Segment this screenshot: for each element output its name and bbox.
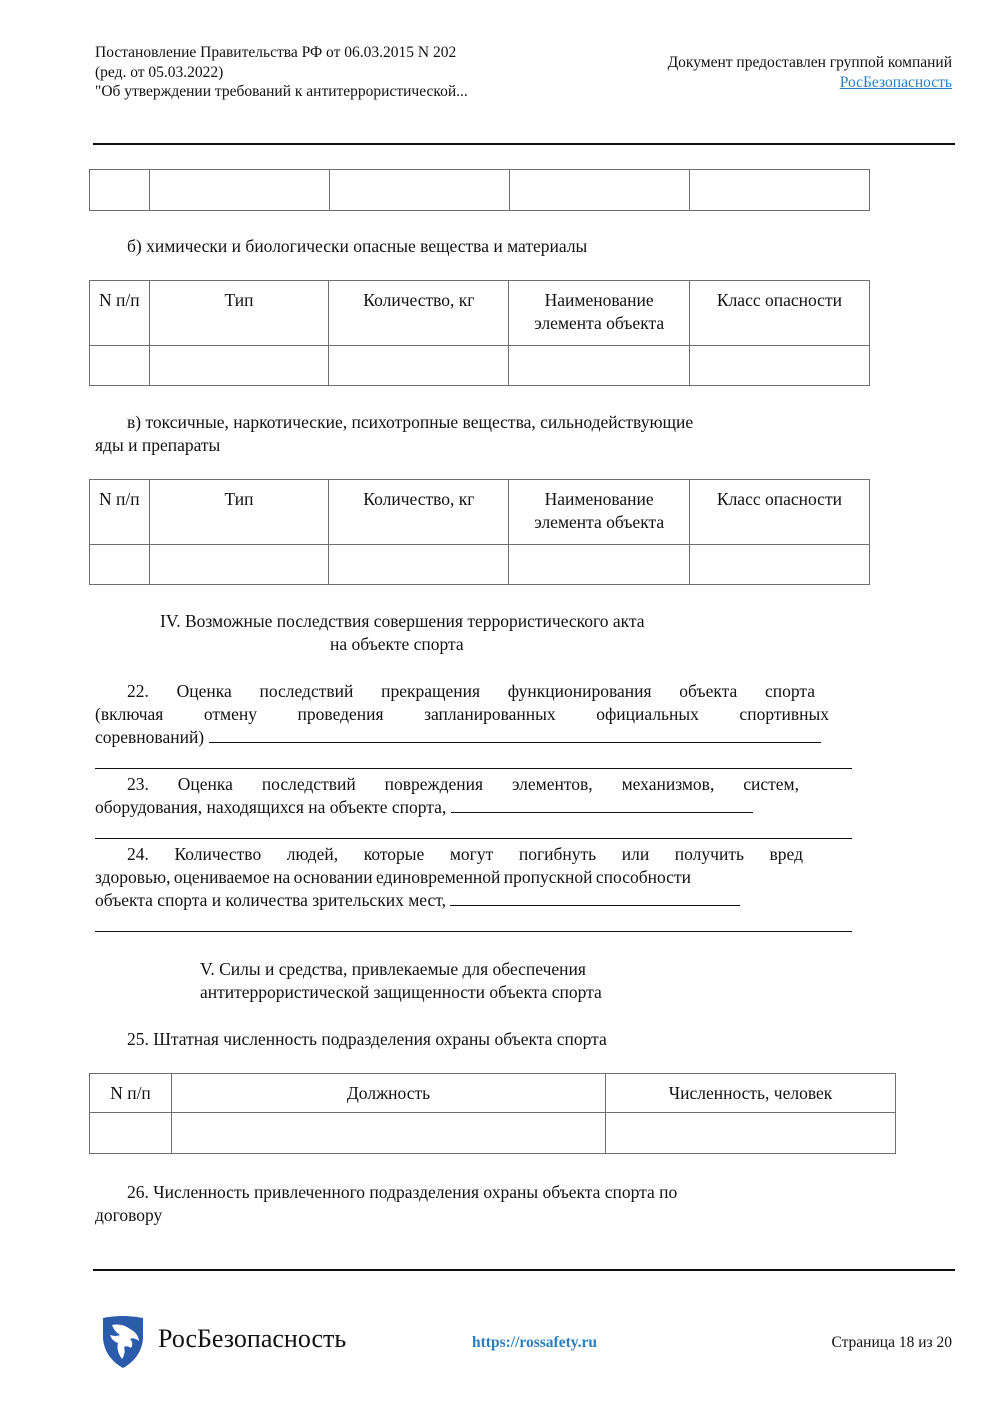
- table-cell: [689, 170, 869, 211]
- document-header-title: [95, 43, 468, 102]
- table-header-row: [90, 1074, 896, 1113]
- section-iv-heading-line2: на объекте спорта: [330, 634, 464, 654]
- item-26-line2: договору: [95, 1205, 163, 1225]
- item-22-line3-text: соревнований): [95, 727, 205, 747]
- provider-text: Документ предоставлен группой компаний: [667, 54, 952, 71]
- header-cell-number: N п/п: [90, 1074, 172, 1113]
- header-cell-element-name: [509, 480, 689, 545]
- item-22-line2: (включая отмену проведения запланированных официальных спортивных: [95, 704, 829, 724]
- item-24-answer-blank[interactable]: [450, 891, 740, 906]
- header-cell-number: N п/п: [90, 480, 150, 545]
- table-row: [90, 545, 870, 585]
- table-header-row: [90, 480, 870, 545]
- header-cell-hazard-class: Класс опасности: [689, 281, 869, 346]
- footer-divider: [93, 1269, 955, 1271]
- item-24-line1: 24. Количество людей, которые могут погибнуть или получить вред: [127, 844, 803, 864]
- table-cell: [90, 545, 150, 585]
- section-v-title-line2: яды и препараты: [95, 435, 221, 455]
- section-b-table: [89, 280, 870, 386]
- item-24-line2: здоровью, оцениваемое на основании единовременной пропускной способности: [95, 867, 691, 887]
- header-line: элемента объекта: [534, 313, 665, 333]
- table-cell: [149, 346, 329, 386]
- table-cell: [689, 545, 869, 585]
- table-row: [90, 170, 870, 211]
- header-cell-number: N п/п: [90, 281, 150, 346]
- header-cell-hazard-class: Класс опасности: [689, 480, 869, 545]
- header-cell-quantity: Количество, кг: [329, 281, 509, 346]
- table-cell: [606, 1113, 896, 1154]
- header-line: Наименование: [544, 290, 654, 310]
- header-line: Наименование: [544, 489, 654, 509]
- item-23-answer-blank[interactable]: [451, 798, 753, 813]
- item-25-title: 25. Штатная численность подразделения охраны объекта спорта: [127, 1029, 607, 1049]
- table-cell: [689, 346, 869, 386]
- header-cell-element-name: [509, 281, 689, 346]
- section-iv-heading-line1: IV. Возможные последствия совершения террористического акта: [160, 611, 645, 631]
- header-cell-quantity: Количество, кг: [329, 480, 509, 545]
- item-24-answer-line[interactable]: [95, 931, 852, 932]
- item-24-line3-text: объекта спорта и количества зрительских мест,: [95, 890, 446, 910]
- table-cell: [329, 545, 509, 585]
- section-v-heading-line2: антитеррористической защищенности объекта спорта: [200, 982, 602, 1002]
- section-v-heading-line1: V. Силы и средства, привлекаемые для обеспечения: [200, 959, 586, 979]
- item-23-line2-text: оборудования, находящихся на объекте спорта,: [95, 797, 447, 817]
- header-cell-headcount: Численность, человек: [606, 1074, 896, 1113]
- header-line-3: "Об утверждении требований к антитеррористической...: [95, 83, 468, 100]
- section-v-table: [89, 479, 870, 585]
- section-b-title: б) химически и биологически опасные вещества и материалы: [127, 236, 588, 256]
- shield-eagle-icon: [100, 1315, 146, 1369]
- table-cell: [329, 170, 509, 211]
- section-v-title-line1: в) токсичные, наркотические, психотропные вещества, сильнодействующие: [127, 412, 694, 432]
- item-22-line1: 22. Оценка последствий прекращения функционирования объекта спорта: [127, 681, 815, 701]
- table-cell: [90, 1113, 172, 1154]
- table-cell: [90, 346, 150, 386]
- table-cell: [149, 545, 329, 585]
- header-cell-position: Должность: [172, 1074, 606, 1113]
- item-22-answer-blank[interactable]: [209, 728, 821, 743]
- item-24-line3: [95, 889, 740, 912]
- header-line-1: Постановление Правительства РФ от 06.03.2015 N 202: [95, 44, 457, 61]
- table-cell: [329, 346, 509, 386]
- page-number: Страница 18 из 20: [831, 1334, 952, 1351]
- continuation-table: [89, 169, 870, 211]
- table-header-row: [90, 281, 870, 346]
- table-row: [90, 1113, 896, 1154]
- table-cell: [509, 170, 689, 211]
- item-23-answer-line[interactable]: [95, 838, 852, 839]
- header-divider: [93, 143, 955, 145]
- header-line: элемента объекта: [534, 512, 665, 532]
- item-25-table: [89, 1073, 896, 1154]
- footer-website-link[interactable]: https://rossafety.ru: [472, 1334, 598, 1351]
- header-line-2: (ред. от 05.03.2022): [95, 63, 224, 81]
- item-22-answer-line[interactable]: [95, 768, 852, 769]
- table-cell: [172, 1113, 606, 1154]
- footer-logo-text: РосБезопасность: [158, 1324, 347, 1353]
- document-provider: [668, 53, 952, 92]
- table-cell: [90, 170, 150, 211]
- item-23-line2: [95, 796, 753, 819]
- table-row: [90, 346, 870, 386]
- table-cell: [149, 170, 329, 211]
- header-cell-type: Тип: [149, 281, 329, 346]
- item-26-line1: 26. Численность привлеченного подразделения охраны объекта спорта по: [127, 1182, 678, 1202]
- item-23-line1: 23. Оценка последствий повреждения элементов, механизмов, систем,: [127, 774, 799, 794]
- header-cell-type: Тип: [149, 480, 329, 545]
- provider-link[interactable]: РосБезопасность: [839, 73, 952, 91]
- table-cell: [509, 545, 689, 585]
- table-cell: [509, 346, 689, 386]
- item-22-line3: [95, 726, 821, 749]
